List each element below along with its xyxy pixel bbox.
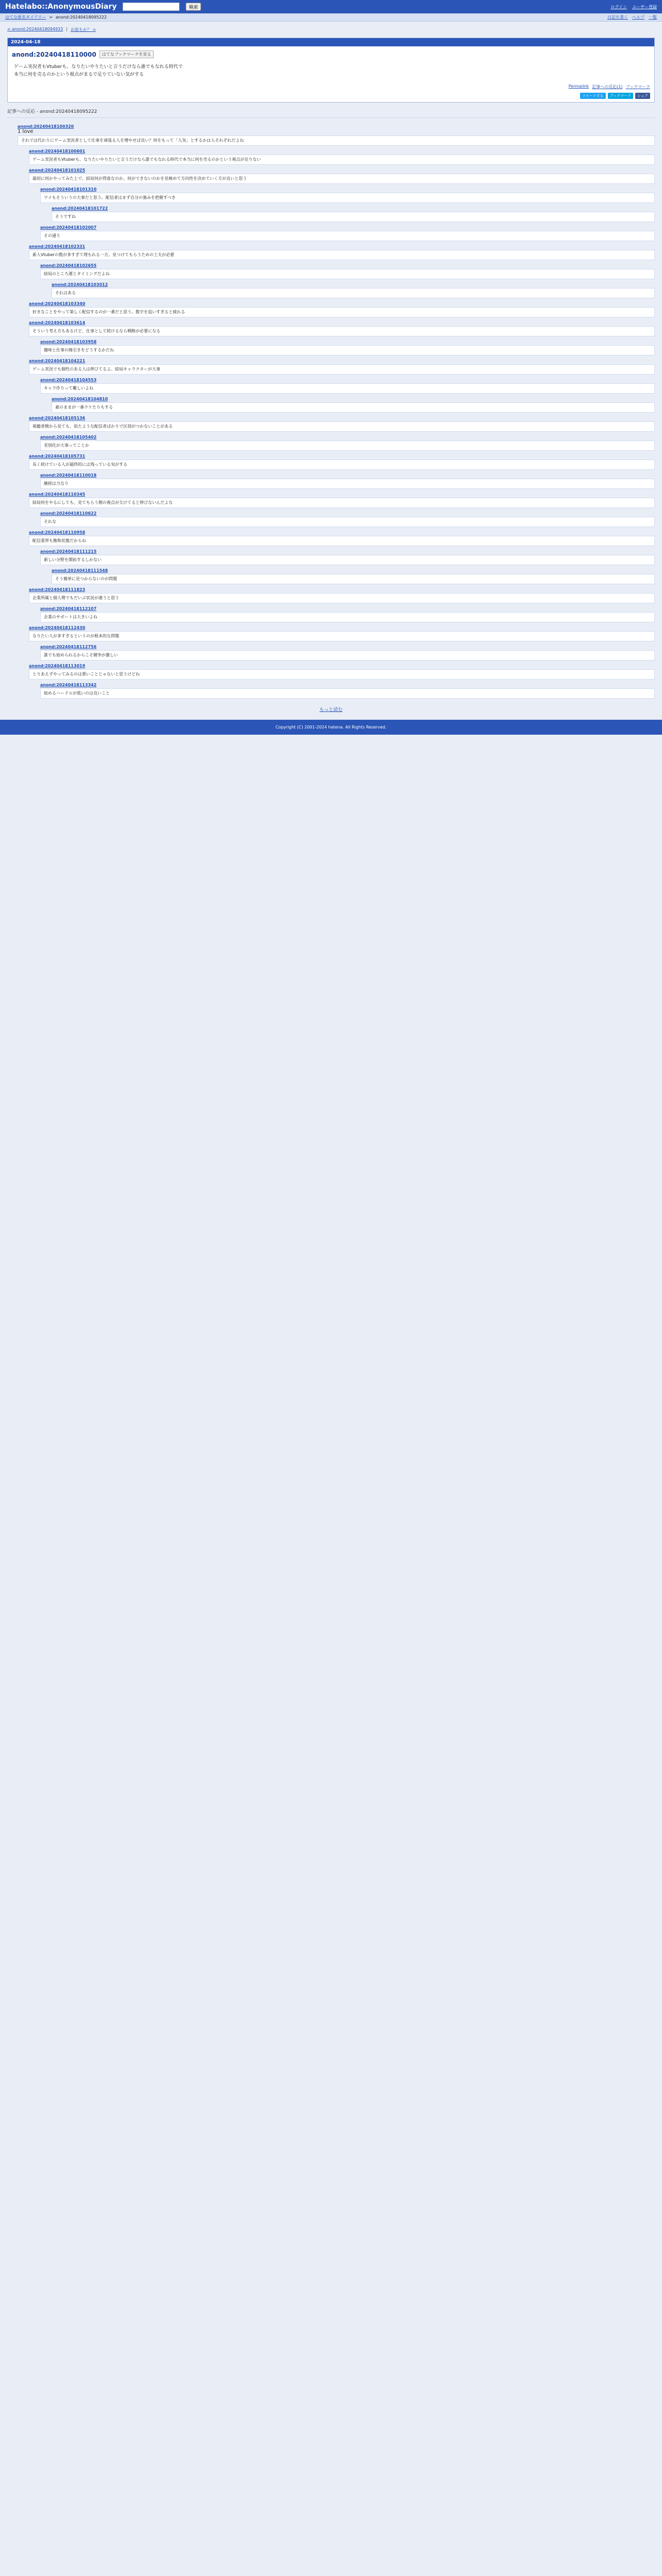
comment-text: とりあえずやってみるのは悪いことじゃないと思うけどね	[29, 669, 655, 680]
sub-bar	[0, 13, 662, 22]
comment-text: なりたい人が多すぎるというのが根本的な問題	[29, 631, 655, 641]
entry-nav	[0, 22, 662, 36]
breadcrumb-sep: >	[49, 15, 53, 20]
subbar-right	[607, 14, 657, 20]
comment-user-link[interactable]: anond:20240418112756	[40, 645, 97, 649]
comment-badge: 1 love	[18, 129, 34, 134]
entry-body-line: 本当に何を売るのかという視点がまるで足りていない気がする	[14, 72, 144, 77]
list-link[interactable]: 一覧	[649, 15, 657, 20]
entry-body	[8, 60, 654, 83]
comment-user-link[interactable]: anond:20240418101722	[52, 206, 108, 211]
comment-user-link[interactable]: anond:20240418104810	[52, 397, 108, 401]
diary-home-link[interactable]: はてな匿名ダイアリー	[5, 15, 46, 20]
signup-link[interactable]: ユーザー登録	[632, 4, 657, 9]
comment-item	[40, 473, 655, 489]
comment-item	[40, 435, 655, 451]
comment-item	[29, 492, 655, 508]
comment-item	[29, 587, 655, 603]
comment-user-link[interactable]: anond:20240418102655	[40, 263, 97, 268]
comment-item	[40, 683, 655, 699]
comment-user-link[interactable]: anond:20240418103340	[29, 301, 86, 306]
comment-item	[52, 206, 655, 222]
comment-user-link[interactable]: anond:20240418103614	[29, 320, 86, 325]
comment-text: それな	[40, 517, 655, 527]
more-link[interactable]: もっと読む	[319, 707, 343, 713]
help-link[interactable]: ヘルプ	[632, 15, 644, 20]
comment-user-link[interactable]: anond:20240418112430	[29, 625, 86, 630]
comment-user-link[interactable]: anond:20240418105731	[29, 454, 86, 459]
permalink-link[interactable]: Permalink	[568, 84, 589, 89]
comment-item	[52, 397, 655, 413]
comment-text: 結局のところ運とタイミングだよね	[40, 269, 655, 279]
comment-item	[18, 124, 655, 146]
reactions-heading: 記事への反応 - anond:20240418095222	[7, 109, 97, 114]
comment-user-link[interactable]: anond:20240418104553	[40, 378, 97, 382]
comment-text: そう簡単に見つからないのが問題	[52, 574, 655, 584]
comment-text: それでは代わりにゲーム実況者として仕事を頑張る人を増やせば良い？何をもって「人気」とするかは人それぞれだよね	[18, 135, 655, 146]
comment-text: 配信業界も飽和状態だからね	[29, 536, 655, 546]
comment-user-link[interactable]: anond:20240418100320	[18, 124, 74, 129]
comment-item	[40, 645, 655, 660]
comment-text: ゲーム実況でも個性のある人は伸びてるよ。結局キャラクターが大事	[29, 364, 655, 375]
comment-text: 長く続けている人が最終的には残っている気がする	[29, 460, 655, 470]
comment-item	[40, 225, 655, 241]
entry-title-row	[8, 46, 654, 60]
comment-user-link[interactable]: anond:20240418110345	[29, 492, 86, 497]
prev-entry-link[interactable]: < anond:20240418094933	[7, 27, 63, 31]
comment-text: ゲーム実況者もVtuberも、なりたいやりたいと言うだけなら誰でもなれる時代で本当に何を売るのかという視点が足りない	[29, 155, 655, 165]
comment-text: 新しい分野を開拓するしかない	[40, 555, 655, 565]
entry-body-line: ゲーム実況者もVtuberも、なりたいやりたいと言うだけなら誰でもなれる時代で	[14, 64, 183, 70]
search-input[interactable]	[123, 3, 179, 11]
comment-user-link[interactable]: anond:20240418103958	[40, 340, 97, 344]
comment-user-link[interactable]: anond:20240418111823	[29, 587, 86, 592]
comment-text: 誰でも始められるからこそ競争が激しい	[40, 650, 655, 660]
search-button[interactable]: 検索	[186, 3, 201, 11]
comment-user-link[interactable]: anond:20240418113342	[40, 683, 97, 687]
nav-sep: |	[66, 27, 68, 31]
comment-item	[29, 416, 655, 432]
comment-item	[40, 187, 655, 203]
comment-item	[29, 359, 655, 375]
comment-text: その通り	[40, 231, 655, 241]
comment-user-link[interactable]: anond:20240418101310	[40, 187, 97, 192]
comment-user-link[interactable]: anond:20240418113019	[29, 664, 86, 668]
comment-user-link[interactable]: anond:20240418100601	[29, 149, 86, 154]
comment-text: 好きなことをやって楽しく配信するのが一番だと思う。数字を追いすぎると疲れる	[29, 307, 655, 317]
entry-title[interactable]: anond:20240418110000	[12, 50, 96, 58]
comment-user-link[interactable]: anond:20240418110622	[40, 511, 97, 516]
comment-user-link[interactable]: anond:20240418111215	[40, 549, 97, 554]
comment-item	[29, 664, 655, 680]
comment-user-link[interactable]: anond:20240418102007	[40, 225, 97, 230]
comment-text: それはある	[52, 288, 655, 298]
login-link[interactable]: ログイン	[610, 4, 627, 9]
site-footer: Copyright (C) 2001-2024 hatena. All Rights Reserved.	[0, 720, 662, 735]
comment-text: 企業所属と個人勢でもだいぶ状況が違うと思う	[29, 593, 655, 603]
comment-text: そうですね	[52, 212, 655, 222]
comment-text: 新人Vtuberの数が多すぎて埋もれる一方。見つけてもらうための工夫が必要	[29, 250, 655, 260]
comment-item	[40, 378, 655, 394]
comment-item	[29, 530, 655, 546]
comment-item	[40, 263, 655, 279]
top-bar	[0, 0, 662, 13]
comment-item	[29, 244, 655, 260]
bookmark-link[interactable]: ブックマーク	[625, 84, 650, 89]
next-entry-link[interactable]: お前もか？ >	[70, 27, 96, 32]
comment-user-link[interactable]: anond:20240418103012	[52, 282, 108, 287]
comment-item	[29, 301, 655, 317]
comment-text: 趣味と仕事の線引きをどうするかだね	[40, 345, 655, 355]
comment-text: 視聴者側から見ても、似たような配信者ばかりで区別がつかないことがある	[29, 421, 655, 432]
comment-item	[52, 568, 655, 584]
comment-item	[40, 549, 655, 565]
comment-item	[52, 282, 655, 298]
comment-user-link[interactable]: anond:20240418102331	[29, 244, 86, 249]
comment-text: 差別化が大事ってことか	[40, 440, 655, 451]
breadcrumb-current: anond:20240418095222	[55, 15, 107, 20]
comment-item	[29, 320, 655, 336]
entry-footer	[8, 83, 654, 93]
comment-tree	[7, 117, 655, 699]
comment-user-link[interactable]: anond:20240418110958	[29, 530, 86, 535]
entry-date: 2024-04-18	[8, 38, 654, 46]
diary-entry	[7, 38, 655, 103]
comment-text: 始めるハードルが低いのは良いこと	[40, 688, 655, 699]
comment-text: 結局何をやるにしても、見てもらう側の視点が欠けてると伸びないんだよな	[29, 498, 655, 508]
comment-user-link[interactable]: anond:20240418105136	[29, 416, 86, 420]
hatebu-button[interactable]: ブックマーク	[608, 93, 634, 99]
top-right-links	[610, 4, 657, 10]
comment-user-link[interactable]: anond:20240418110018	[40, 473, 97, 478]
comment-item	[29, 168, 655, 184]
comment-item	[29, 625, 655, 641]
comment-item	[29, 149, 655, 165]
comment-text: 企業のサポートは大きいよね	[40, 612, 655, 622]
comment-user-link[interactable]: anond:20240418104221	[29, 359, 86, 363]
facebook-share-button[interactable]: シェア	[635, 93, 650, 99]
comment-user-link[interactable]: anond:20240418105402	[40, 435, 97, 439]
comment-text: 最初に何かやってみた上で、結局何が得意なのか、何ができないのかを見極めて方向性を決めていく方が良いと思う	[29, 174, 655, 184]
comment-text: 継続は力なり	[40, 479, 655, 489]
share-buttons	[8, 93, 654, 102]
comment-item	[40, 340, 655, 355]
comment-text: ワイもそういうの大事だと思う。配信者はまず自分の強みを把握すべき	[40, 193, 655, 203]
comment-item	[40, 606, 655, 622]
comment-text: 素のままが一番ウケたりもする	[52, 402, 655, 413]
comment-text: そういう考え方もあるけど、仕事として続けるなら戦略が必要になる	[29, 326, 655, 336]
write-diary-link[interactable]: 日記を書く	[607, 15, 628, 20]
comment-text: キャラ作りって難しいよね	[40, 383, 655, 394]
reactions-link[interactable]: 記事への反応(1)	[592, 84, 623, 89]
bookmark-view-button[interactable]: はてなブックマークを見る	[100, 50, 154, 58]
comment-user-link[interactable]: anond:20240418112107	[40, 606, 97, 611]
comment-user-link[interactable]: anond:20240418101025	[29, 168, 86, 173]
comment-user-link[interactable]: anond:20240418111548	[52, 568, 108, 573]
tweet-button[interactable]: ツイートする	[580, 93, 605, 99]
comment-item	[29, 454, 655, 470]
site-logo[interactable]: Hatelabo::AnonymousDiary	[5, 3, 117, 11]
comment-item	[40, 511, 655, 527]
